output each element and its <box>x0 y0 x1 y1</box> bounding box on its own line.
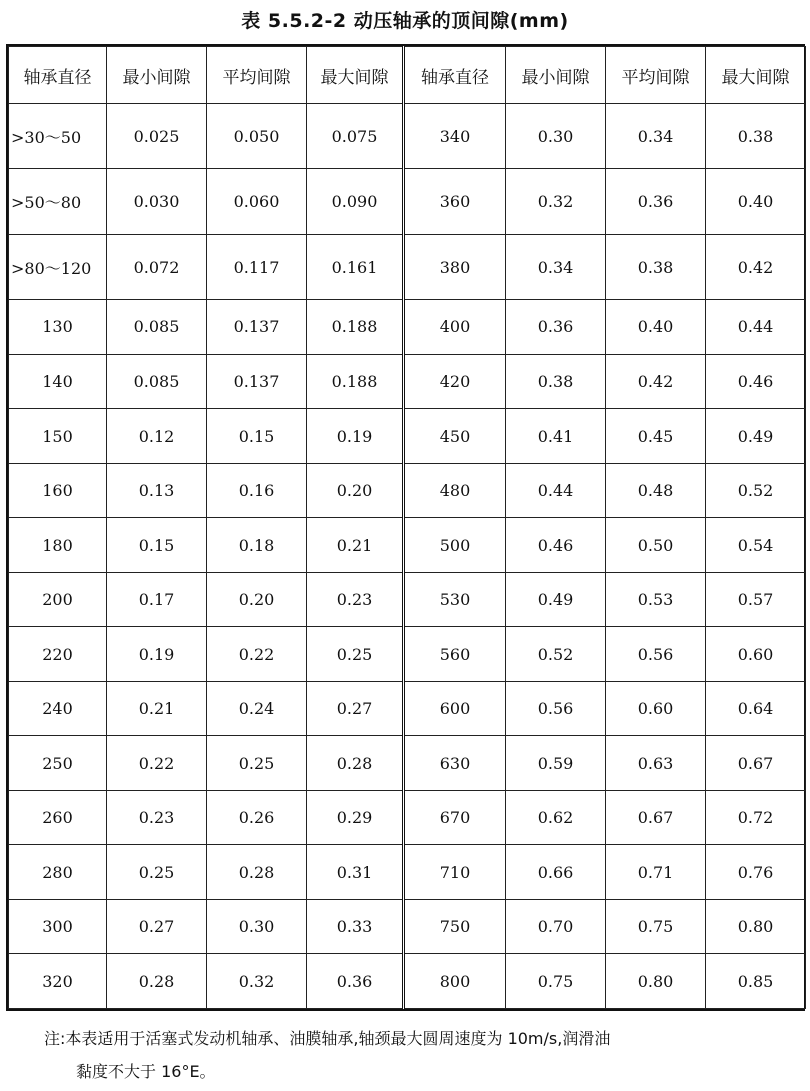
footnote <box>44 1022 808 1088</box>
table-cell: 200 <box>9 572 107 627</box>
table-cell: >80～120 <box>9 234 107 299</box>
table-cell: 0.25 <box>207 736 307 791</box>
column-header: 平均间隙 <box>606 47 706 104</box>
table-row <box>9 845 806 900</box>
table-cell: 0.67 <box>606 790 706 845</box>
table-cell: 0.28 <box>307 736 404 791</box>
column-header: 最大间隙 <box>706 47 806 104</box>
table-cell: 0.19 <box>307 409 404 464</box>
table-cell: 0.117 <box>207 234 307 299</box>
table-cell: 320 <box>9 954 107 1009</box>
table-cell: 0.050 <box>207 104 307 169</box>
table-cell: 140 <box>9 354 107 409</box>
table-cell: 0.52 <box>706 463 806 518</box>
table-cell: 340 <box>404 104 506 169</box>
table-cell: 450 <box>404 409 506 464</box>
table-cell: 0.66 <box>506 845 606 900</box>
table-cell: 0.32 <box>506 169 606 234</box>
table-cell: 0.45 <box>606 409 706 464</box>
table-cell: 0.28 <box>107 954 207 1009</box>
table-cell: 360 <box>404 169 506 234</box>
table-cell: 0.29 <box>307 790 404 845</box>
table-cell: 0.072 <box>107 234 207 299</box>
column-header: 最大间隙 <box>307 47 404 104</box>
table-cell: 0.36 <box>506 300 606 355</box>
table-cell: >30～50 <box>9 104 107 169</box>
table-cell: 0.13 <box>107 463 207 518</box>
table-cell: 710 <box>404 845 506 900</box>
table-cell: 0.56 <box>606 627 706 682</box>
table-cell: 0.22 <box>107 736 207 791</box>
table-cell: 0.64 <box>706 681 806 736</box>
footnote-line-2: 黏度不大于 16°E。 <box>76 1062 216 1081</box>
table-cell: 240 <box>9 681 107 736</box>
table-cell: 0.41 <box>506 409 606 464</box>
table-title: 表 5.5.2-2 动压轴承的顶间隙(mm) <box>241 10 569 32</box>
table-cell: 0.27 <box>107 899 207 954</box>
table-cell: 0.33 <box>307 899 404 954</box>
table-cell: 0.40 <box>606 300 706 355</box>
table-cell: 750 <box>404 899 506 954</box>
footnote-line-1: 注:本表适用于活塞式发动机轴承、油膜轴承,轴颈最大圆周速度为 10m/s,润滑油 <box>44 1029 611 1048</box>
table-cell: 0.22 <box>207 627 307 682</box>
table-cell: 0.80 <box>706 899 806 954</box>
table-cell: 500 <box>404 518 506 573</box>
table-cell: 0.67 <box>706 736 806 791</box>
table-cell: 130 <box>9 300 107 355</box>
table-cell: 0.188 <box>307 354 404 409</box>
table-cell: 0.075 <box>307 104 404 169</box>
table-cell: 670 <box>404 790 506 845</box>
table-row <box>9 169 806 234</box>
table-cell: 300 <box>9 899 107 954</box>
table-cell: 0.38 <box>706 104 806 169</box>
table-cell: 0.56 <box>506 681 606 736</box>
table-cell: >50～80 <box>9 169 107 234</box>
table-cell: 0.085 <box>107 354 207 409</box>
table-cell: 0.49 <box>506 572 606 627</box>
table-cell: 630 <box>404 736 506 791</box>
table-cell: 260 <box>9 790 107 845</box>
table-cell: 0.19 <box>107 627 207 682</box>
table-cell: 0.25 <box>107 845 207 900</box>
table-cell: 0.20 <box>307 463 404 518</box>
table-cell: 0.40 <box>706 169 806 234</box>
table-cell: 0.15 <box>207 409 307 464</box>
column-header: 轴承直径 <box>9 47 107 104</box>
table-cell: 220 <box>9 627 107 682</box>
table-cell: 0.23 <box>307 572 404 627</box>
table-cell: 0.75 <box>506 954 606 1009</box>
table-cell: 0.25 <box>307 627 404 682</box>
table-row <box>9 518 806 573</box>
table-row <box>9 899 806 954</box>
table-cell: 0.085 <box>107 300 207 355</box>
table-cell: 0.137 <box>207 300 307 355</box>
table-row <box>9 954 806 1009</box>
table-cell: 0.188 <box>307 300 404 355</box>
table-cell: 0.090 <box>307 169 404 234</box>
table-cell: 0.060 <box>207 169 307 234</box>
table-cell: 400 <box>404 300 506 355</box>
table-cell: 0.46 <box>706 354 806 409</box>
table-cell: 0.18 <box>207 518 307 573</box>
table-cell: 0.030 <box>107 169 207 234</box>
table-cell: 0.53 <box>606 572 706 627</box>
table-cell: 530 <box>404 572 506 627</box>
table-cell: 380 <box>404 234 506 299</box>
table-row <box>9 104 806 169</box>
table-cell: 0.36 <box>307 954 404 1009</box>
table-cell: 0.24 <box>207 681 307 736</box>
header-row <box>9 47 806 104</box>
table-cell: 150 <box>9 409 107 464</box>
table-cell: 0.21 <box>307 518 404 573</box>
table-cell: 160 <box>9 463 107 518</box>
table-cell: 0.44 <box>506 463 606 518</box>
table-row <box>9 736 806 791</box>
table-cell: 0.72 <box>706 790 806 845</box>
table-row <box>9 627 806 682</box>
column-header: 轴承直径 <box>404 47 506 104</box>
table-cell: 0.17 <box>107 572 207 627</box>
table-row <box>9 790 806 845</box>
table-cell: 0.30 <box>506 104 606 169</box>
table-cell: 0.75 <box>606 899 706 954</box>
table-row <box>9 463 806 518</box>
table-cell: 0.70 <box>506 899 606 954</box>
table-cell: 0.76 <box>706 845 806 900</box>
table-cell: 0.36 <box>606 169 706 234</box>
table-cell: 800 <box>404 954 506 1009</box>
table-cell: 0.137 <box>207 354 307 409</box>
table-cell: 180 <box>9 518 107 573</box>
clearance-table <box>6 44 805 1011</box>
table-cell: 0.54 <box>706 518 806 573</box>
table-cell: 0.62 <box>506 790 606 845</box>
table-cell: 280 <box>9 845 107 900</box>
table-cell: 480 <box>404 463 506 518</box>
table-row <box>9 572 806 627</box>
table-cell: 0.38 <box>606 234 706 299</box>
table-cell: 0.38 <box>506 354 606 409</box>
table-row <box>9 300 806 355</box>
table-cell: 0.80 <box>606 954 706 1009</box>
column-header: 最小间隙 <box>107 47 207 104</box>
table-row <box>9 234 806 299</box>
table-cell: 0.60 <box>606 681 706 736</box>
table-row <box>9 409 806 464</box>
table-cell: 0.26 <box>207 790 307 845</box>
table-cell: 0.50 <box>606 518 706 573</box>
table-cell: 0.20 <box>207 572 307 627</box>
table-row <box>9 354 806 409</box>
table-cell: 0.57 <box>706 572 806 627</box>
table-cell: 0.025 <box>107 104 207 169</box>
table-cell: 0.32 <box>207 954 307 1009</box>
table-cell: 0.34 <box>506 234 606 299</box>
table-cell: 0.27 <box>307 681 404 736</box>
column-header: 最小间隙 <box>506 47 606 104</box>
table-cell: 0.23 <box>107 790 207 845</box>
table-cell: 0.30 <box>207 899 307 954</box>
table-cell: 0.59 <box>506 736 606 791</box>
table-cell: 0.49 <box>706 409 806 464</box>
table-cell: 0.12 <box>107 409 207 464</box>
table-cell: 0.34 <box>606 104 706 169</box>
table-cell: 0.71 <box>606 845 706 900</box>
table-cell: 560 <box>404 627 506 682</box>
table-cell: 0.44 <box>706 300 806 355</box>
table-cell: 0.28 <box>207 845 307 900</box>
table-row <box>9 681 806 736</box>
table-cell: 0.46 <box>506 518 606 573</box>
table-cell: 0.16 <box>207 463 307 518</box>
table-cell: 0.161 <box>307 234 404 299</box>
table-cell: 0.15 <box>107 518 207 573</box>
table-cell: 0.42 <box>606 354 706 409</box>
table-cell: 0.63 <box>606 736 706 791</box>
table-cell: 0.21 <box>107 681 207 736</box>
table-cell: 0.48 <box>606 463 706 518</box>
table-cell: 0.31 <box>307 845 404 900</box>
table-cell: 0.60 <box>706 627 806 682</box>
table-cell: 0.85 <box>706 954 806 1009</box>
table-cell: 600 <box>404 681 506 736</box>
table-cell: 250 <box>9 736 107 791</box>
table-cell: 420 <box>404 354 506 409</box>
column-header: 平均间隙 <box>207 47 307 104</box>
table-cell: 0.42 <box>706 234 806 299</box>
table-cell: 0.52 <box>506 627 606 682</box>
